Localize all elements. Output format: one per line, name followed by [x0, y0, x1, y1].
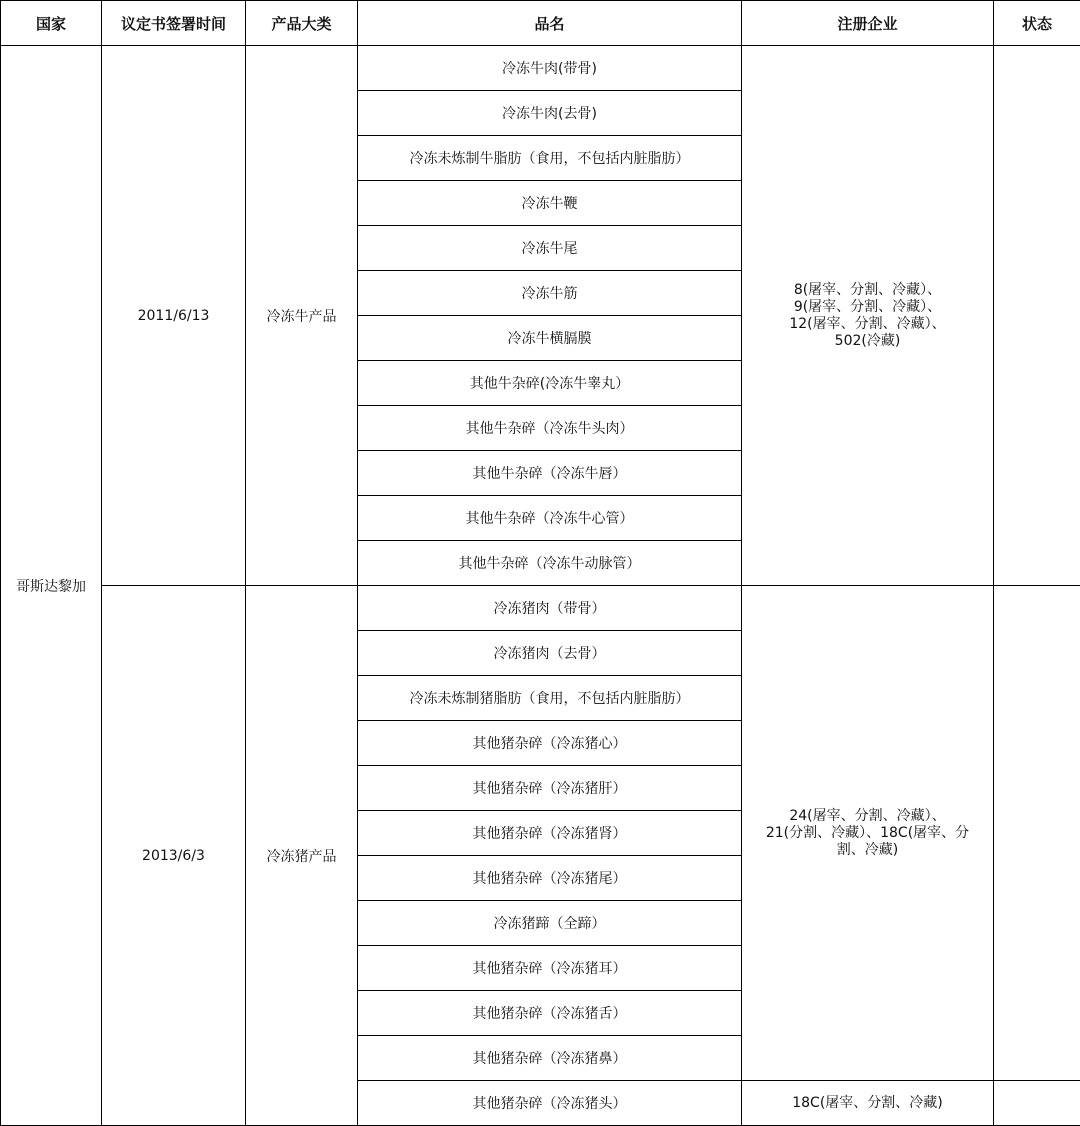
sign-date-cell: 2011/6/13 — [102, 46, 246, 586]
header-country: 国家 — [1, 1, 102, 46]
product-name-cell: 冷冻未炼制牛脂肪（食用，不包括内脏脂肪） — [358, 136, 742, 181]
header-company: 注册企业 — [742, 1, 994, 46]
product-name-cell: 其他牛杂碎（冷冻牛心管） — [358, 496, 742, 541]
product-name-cell: 其他猪杂碎（冷冻猪头） — [358, 1081, 742, 1126]
product-name-cell: 冷冻牛横膈膜 — [358, 316, 742, 361]
company-cell — [742, 586, 994, 1081]
product-name-cell: 其他猪杂碎（冷冻猪舌） — [358, 991, 742, 1036]
product-name-cell: 其他猪杂碎（冷冻猪鼻） — [358, 1036, 742, 1081]
table-row — [1, 46, 1080, 91]
product-name-cell: 其他牛杂碎（冷冻牛唇） — [358, 451, 742, 496]
company-line: 割、冷藏) — [746, 842, 989, 859]
product-name-cell: 冷冻牛筋 — [358, 271, 742, 316]
table-row — [1, 586, 1080, 631]
product-name-cell: 冷冻未炼制猪脂肪（食用，不包括内脏脂肪） — [358, 676, 742, 721]
category-cell: 冷冻猪产品 — [246, 586, 358, 1126]
category-cell: 冷冻牛产品 — [246, 46, 358, 586]
header-product-name: 品名 — [358, 1, 742, 46]
header-sign-date: 议定书签署时间 — [102, 1, 246, 46]
product-name-cell: 其他牛杂碎(冷冻牛睾丸） — [358, 361, 742, 406]
status-cell — [994, 46, 1080, 586]
product-name-cell: 其他牛杂碎（冷冻牛动脉管） — [358, 541, 742, 586]
status-cell — [994, 1081, 1080, 1126]
product-name-cell: 其他猪杂碎（冷冻猪肝） — [358, 766, 742, 811]
header-category: 产品大类 — [246, 1, 358, 46]
company-cell: 18C(屠宰、分割、冷藏) — [742, 1081, 994, 1126]
product-name-cell: 冷冻牛尾 — [358, 226, 742, 271]
product-name-cell: 冷冻猪肉（带骨） — [358, 586, 742, 631]
company-line: 21(分割、冷藏）、18C(屠宰、分 — [746, 825, 989, 842]
company-line: 9(屠宰、分割、冷藏）、 — [742, 299, 993, 316]
company-cell — [742, 46, 994, 586]
product-name-cell: 其他猪杂碎（冷冻猪尾） — [358, 856, 742, 901]
company-line: 502(冷藏) — [742, 333, 993, 350]
company-line: 12(屠宰、分割、冷藏）、 — [742, 316, 993, 333]
product-name-cell: 其他猪杂碎（冷冻猪肾） — [358, 811, 742, 856]
product-name-cell: 冷冻牛肉(带骨) — [358, 46, 742, 91]
company-line: 24(屠宰、分割、冷藏）、 — [746, 808, 989, 825]
product-name-cell: 冷冻牛鞭 — [358, 181, 742, 226]
product-name-cell: 其他牛杂碎（冷冻牛头肉） — [358, 406, 742, 451]
product-name-cell: 其他猪杂碎（冷冻猪心） — [358, 721, 742, 766]
header-row — [1, 1, 1080, 46]
country-cell: 哥斯达黎加 — [1, 46, 102, 1126]
product-name-cell: 冷冻猪蹄（全蹄） — [358, 901, 742, 946]
status-cell — [994, 586, 1080, 1081]
product-name-cell: 冷冻猪肉（去骨） — [358, 631, 742, 676]
product-name-cell: 其他猪杂碎（冷冻猪耳） — [358, 946, 742, 991]
sign-date-cell: 2013/6/3 — [102, 586, 246, 1126]
product-name-cell: 冷冻牛肉(去骨) — [358, 91, 742, 136]
company-line: 8(屠宰、分割、冷藏）、 — [742, 282, 993, 299]
header-status: 状态 — [994, 1, 1080, 46]
